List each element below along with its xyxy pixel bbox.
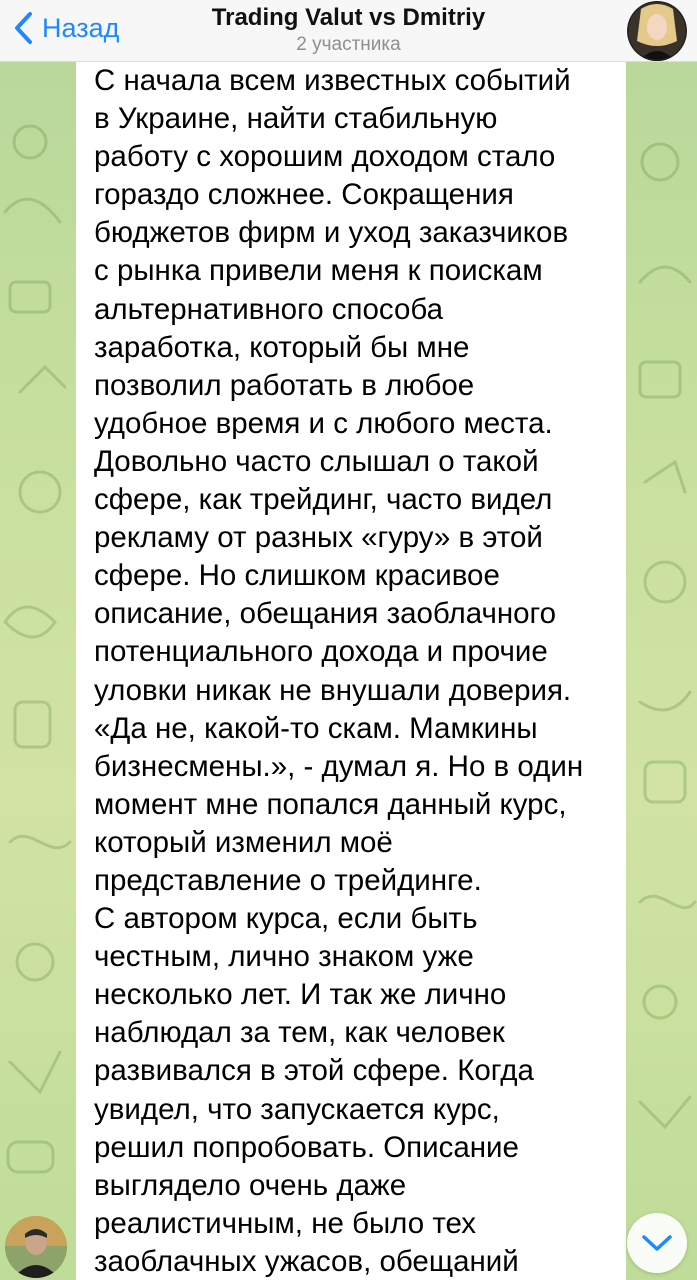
sender-avatar-icon[interactable]	[5, 1216, 67, 1278]
participants-count: 2 участника	[296, 34, 401, 55]
chevron-left-icon	[12, 11, 34, 45]
chat-header	[0, 0, 697, 62]
message-text: С начала всем известных событий в Украине, найти стабильную работу с хорошим доходом стало гораздо сложнее. Сокращения бюджетов фирм и уход заказчиков с рынка привели меня к поискам альтернативного способа заработка, который бы мне позволил работать в любое удобное время и с любого места. Довольно часто слышал о такой сфере, как трейдинг, часто видел рекламу от разных «гуру» в этой сфере. Но слишком красивое описание, обещания заоблачного потенциального дохода и прочие уловки никак не внушали доверия. «Да не, какой-то скам. Мамкины бизнесмены.», - думал я. Но в один момент мне попался данный курс, который изменил моё представление о трейдинге. С автором курса, если быть честным, лично знаком уже несколько лет. И так же лично наблюдал за тем, как человек развивался в этой сфере. Когда увидел, что запускается курс, решил попробовать. Описание выглядело очень даже реалистичным, не было тех заоблачных ужасов, обещаний	[94, 64, 584, 1278]
scroll-down-button[interactable]	[627, 1213, 687, 1273]
back-label: Назад	[42, 12, 120, 43]
group-avatar-icon[interactable]	[627, 1, 687, 61]
chat-area[interactable]	[0, 62, 697, 1280]
back-button[interactable]	[12, 10, 119, 46]
chevron-down-icon	[641, 1233, 673, 1253]
chat-title-area[interactable]	[150, 4, 547, 58]
chat-title: Trading Valut vs Dmitriy	[211, 4, 486, 31]
